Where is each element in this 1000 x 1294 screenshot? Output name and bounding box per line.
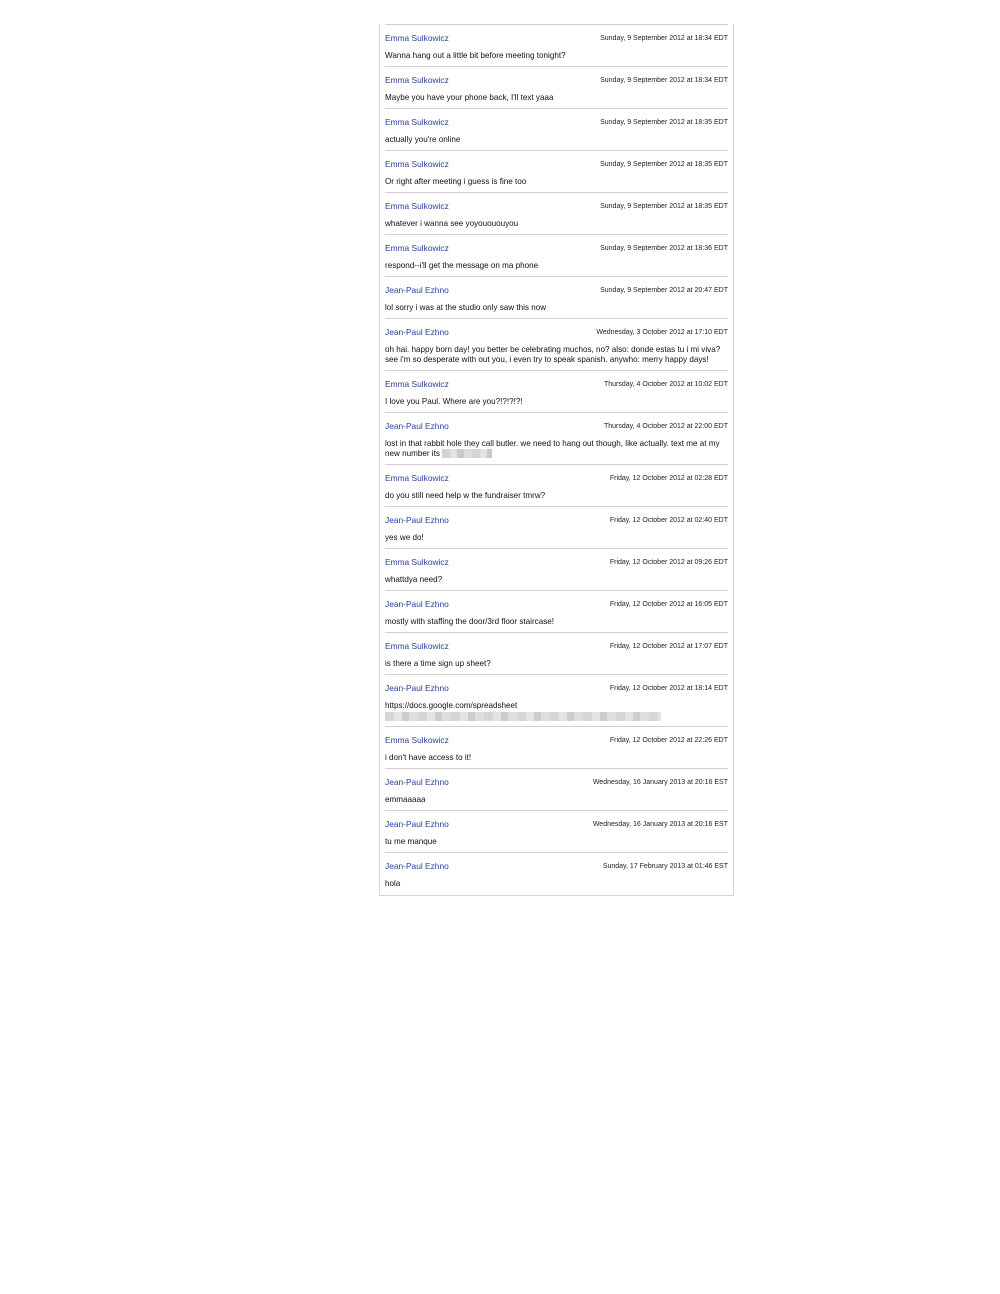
message-timestamp: Sunday, 9 September 2012 at 18:35 EDT bbox=[600, 119, 728, 126]
message-header bbox=[385, 641, 728, 652]
message-item bbox=[385, 591, 728, 633]
message-text: I love you Paul. Where are you?!?!?!?! bbox=[385, 397, 523, 406]
message-item bbox=[385, 853, 728, 897]
message-item bbox=[385, 633, 728, 675]
message-item bbox=[385, 235, 728, 277]
redacted-phone-number bbox=[442, 449, 492, 458]
message-timestamp: Thursday, 4 October 2012 at 10:02 EDT bbox=[604, 381, 728, 388]
message-header bbox=[385, 159, 728, 170]
message-item bbox=[385, 371, 728, 413]
message-header bbox=[385, 285, 728, 296]
message-text: is there a time sign up sheet? bbox=[385, 659, 491, 668]
message-text: respond--i'll get the message on ma phone bbox=[385, 261, 539, 270]
message-timestamp: Wednesday, 16 January 2013 at 20:16 EST bbox=[592, 821, 728, 828]
message-text: i don't have access to it! bbox=[385, 753, 472, 762]
message-header bbox=[385, 819, 728, 830]
message-text: lol sorry i was at the studio only saw this now bbox=[385, 303, 547, 312]
message-item bbox=[385, 507, 728, 549]
sender-name[interactable]: Emma Sulkowicz bbox=[385, 75, 449, 85]
message-timestamp: Sunday, 9 September 2012 at 18:35 EDT bbox=[600, 203, 728, 210]
message-text: lost in that rabbit hole they call butler. we need to hang out though, like actually. text me at my new number its bbox=[385, 439, 720, 458]
message-timestamp: Wednesday, 16 January 2013 at 20:16 EST bbox=[592, 779, 728, 786]
message-header bbox=[385, 599, 728, 610]
message-header bbox=[385, 75, 728, 86]
message-header bbox=[385, 327, 728, 338]
message-header bbox=[385, 473, 728, 484]
message-text: do you still need help w the fundraiser tmrw? bbox=[385, 491, 546, 500]
message-text: hola bbox=[385, 879, 401, 888]
message-header bbox=[385, 243, 728, 254]
message-text: whatever i wanna see yoyouououyou bbox=[385, 219, 519, 228]
message-text: Or right after meeting i guess is fine too bbox=[385, 177, 527, 186]
sender-name[interactable]: Emma Sulkowicz bbox=[385, 201, 449, 211]
message-header bbox=[385, 33, 728, 44]
message-item bbox=[385, 25, 728, 67]
message-body bbox=[385, 439, 728, 459]
message-timestamp: Friday, 12 October 2012 at 02:40 EDT bbox=[609, 517, 728, 524]
sender-name[interactable]: Emma Sulkowicz bbox=[385, 557, 449, 567]
message-text: tu me manque bbox=[385, 837, 437, 846]
message-text: Maybe you have your phone back, I'll text yaaa bbox=[385, 93, 554, 102]
sender-name[interactable]: Jean-Paul Ezhno bbox=[385, 683, 449, 693]
message-header bbox=[385, 201, 728, 212]
sender-name[interactable]: Emma Sulkowicz bbox=[385, 641, 449, 651]
sender-name[interactable]: Emma Sulkowicz bbox=[385, 159, 449, 169]
sender-name[interactable]: Jean-Paul Ezhno bbox=[385, 285, 449, 295]
message-text: emmaaaaa bbox=[385, 795, 426, 804]
message-timestamp: Sunday, 9 September 2012 at 20:47 EDT bbox=[600, 287, 728, 294]
sender-name[interactable]: Jean-Paul Ezhno bbox=[385, 515, 449, 525]
message-header bbox=[385, 515, 728, 526]
message-timestamp: Sunday, 17 February 2013 at 01:46 EST bbox=[602, 863, 728, 870]
message-text: oh hai. happy born day! you better be celebrating muchos, no? also: donde estas tu i mi viva? see i'm so desperate with out you, i even try to speak spanish. anywho: merry happy days! bbox=[385, 345, 721, 364]
message-item bbox=[385, 549, 728, 591]
message-item bbox=[385, 727, 728, 769]
message-timestamp: Friday, 12 October 2012 at 17:07 EDT bbox=[609, 643, 728, 650]
message-timestamp: Thursday, 4 October 2012 at 22:00 EDT bbox=[604, 423, 728, 430]
message-timestamp: Sunday, 9 September 2012 at 18:35 EDT bbox=[600, 161, 728, 168]
message-header bbox=[385, 117, 728, 128]
message-item bbox=[385, 151, 728, 193]
message-item bbox=[385, 67, 728, 109]
message-timestamp: Friday, 12 October 2012 at 22:26 EDT bbox=[609, 737, 728, 744]
message-item bbox=[385, 811, 728, 853]
message-timestamp: Friday, 12 October 2012 at 02:28 EDT bbox=[609, 475, 728, 482]
message-item bbox=[385, 769, 728, 811]
message-header bbox=[385, 861, 728, 872]
message-item bbox=[385, 277, 728, 319]
message-header bbox=[385, 379, 728, 390]
sender-name[interactable]: Jean-Paul Ezhno bbox=[385, 819, 449, 829]
message-header bbox=[385, 421, 728, 432]
message-text: actually you're online bbox=[385, 135, 461, 144]
message-text: whattdya need? bbox=[385, 575, 443, 584]
sender-name[interactable]: Jean-Paul Ezhno bbox=[385, 861, 449, 871]
message-header bbox=[385, 777, 728, 788]
message-item bbox=[385, 109, 728, 151]
message-timestamp: Wednesday, 3 October 2012 at 17:10 EDT bbox=[596, 329, 728, 336]
sender-name[interactable]: Emma Sulkowicz bbox=[385, 33, 449, 43]
message-text: Wanna hang out a little bit before meeting tonight? bbox=[385, 51, 566, 60]
sender-name[interactable]: Emma Sulkowicz bbox=[385, 379, 449, 389]
message-text: mostly with staffing the door/3rd floor staircase! bbox=[385, 617, 554, 626]
message-timestamp: Friday, 12 October 2012 at 09:26 EDT bbox=[609, 559, 728, 566]
message-header bbox=[385, 735, 728, 746]
message-header bbox=[385, 557, 728, 568]
message-timestamp: Friday, 12 October 2012 at 16:05 EDT bbox=[609, 601, 728, 608]
message-header bbox=[385, 683, 728, 694]
sender-name[interactable]: Jean-Paul Ezhno bbox=[385, 421, 449, 431]
sender-name[interactable]: Jean-Paul Ezhno bbox=[385, 327, 449, 337]
message-timestamp: Friday, 12 October 2012 at 18:14 EDT bbox=[609, 685, 728, 692]
message-timestamp: Sunday, 9 September 2012 at 18:34 EDT bbox=[600, 35, 728, 42]
message-body bbox=[385, 701, 728, 721]
sender-name[interactable]: Emma Sulkowicz bbox=[385, 117, 449, 127]
redacted-link-text bbox=[385, 712, 661, 721]
sender-name[interactable]: Emma Sulkowicz bbox=[385, 473, 449, 483]
message-item bbox=[385, 675, 728, 727]
message-item bbox=[385, 413, 728, 465]
message-thread bbox=[379, 24, 734, 896]
message-item bbox=[385, 193, 728, 235]
message-text: yes we do! bbox=[385, 533, 424, 542]
message-timestamp: Sunday, 9 September 2012 at 18:36 EDT bbox=[600, 245, 728, 252]
message-timestamp: Sunday, 9 September 2012 at 18:34 EDT bbox=[600, 77, 728, 84]
message-item bbox=[385, 465, 728, 507]
sender-name[interactable]: Jean-Paul Ezhno bbox=[385, 777, 449, 787]
sender-name[interactable]: Emma Sulkowicz bbox=[385, 735, 449, 745]
sender-name[interactable]: Emma Sulkowicz bbox=[385, 243, 449, 253]
message-item bbox=[385, 319, 728, 371]
spreadsheet-link[interactable]: https://docs.google.com/spreadsheet bbox=[385, 701, 518, 710]
sender-name[interactable]: Jean-Paul Ezhno bbox=[385, 599, 449, 609]
